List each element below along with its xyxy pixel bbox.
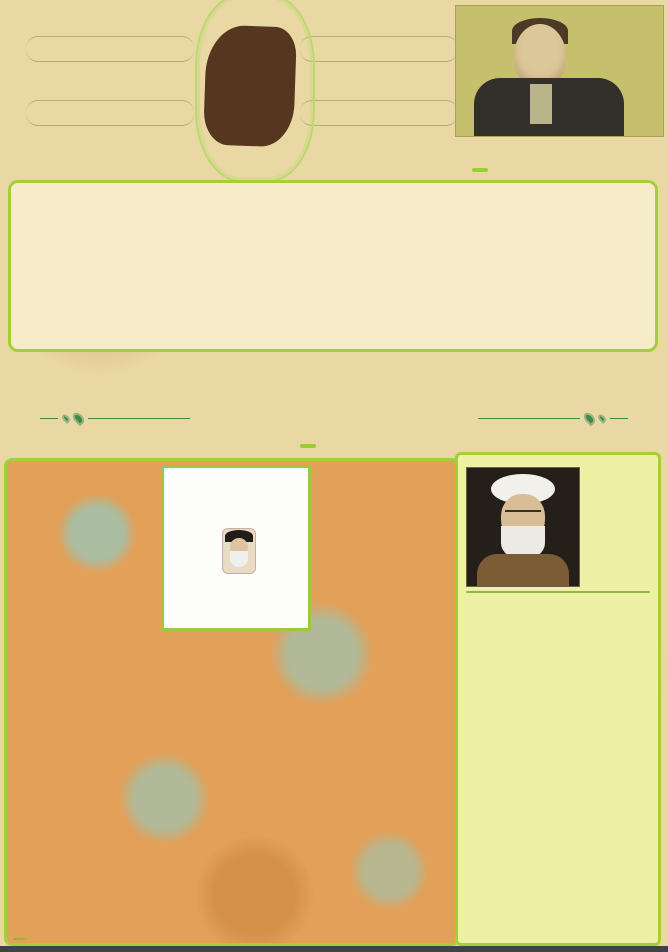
javadi-amoli-photo (466, 467, 580, 587)
thinker-citation-badge (466, 591, 650, 593)
cleric-robe (477, 554, 569, 587)
divider-ornament (478, 408, 628, 428)
quran-badge (300, 444, 316, 448)
editorial-badge (472, 168, 488, 172)
martyr-photo (455, 5, 664, 137)
quran-middle-column (313, 469, 455, 637)
quran-left-column (13, 469, 159, 641)
floral-ornament-band (26, 36, 194, 62)
floral-ornament-band (300, 100, 458, 126)
martyr-shirt (530, 84, 552, 124)
editorial-box (8, 180, 658, 352)
quran-full-width-text (13, 637, 455, 923)
quran-panel (4, 458, 460, 946)
cleric-glasses (505, 510, 541, 520)
thinker-box (455, 452, 661, 946)
floral-ornament-band (26, 100, 194, 126)
floral-ornament-band (300, 36, 458, 62)
masthead-ink-blob (203, 24, 297, 147)
quran-attribution-badge (13, 938, 25, 940)
butterflies-khomeini-image (161, 465, 311, 631)
divider-ornament (40, 408, 190, 428)
khomeini-portrait (222, 528, 256, 574)
footer-bar (0, 946, 668, 952)
